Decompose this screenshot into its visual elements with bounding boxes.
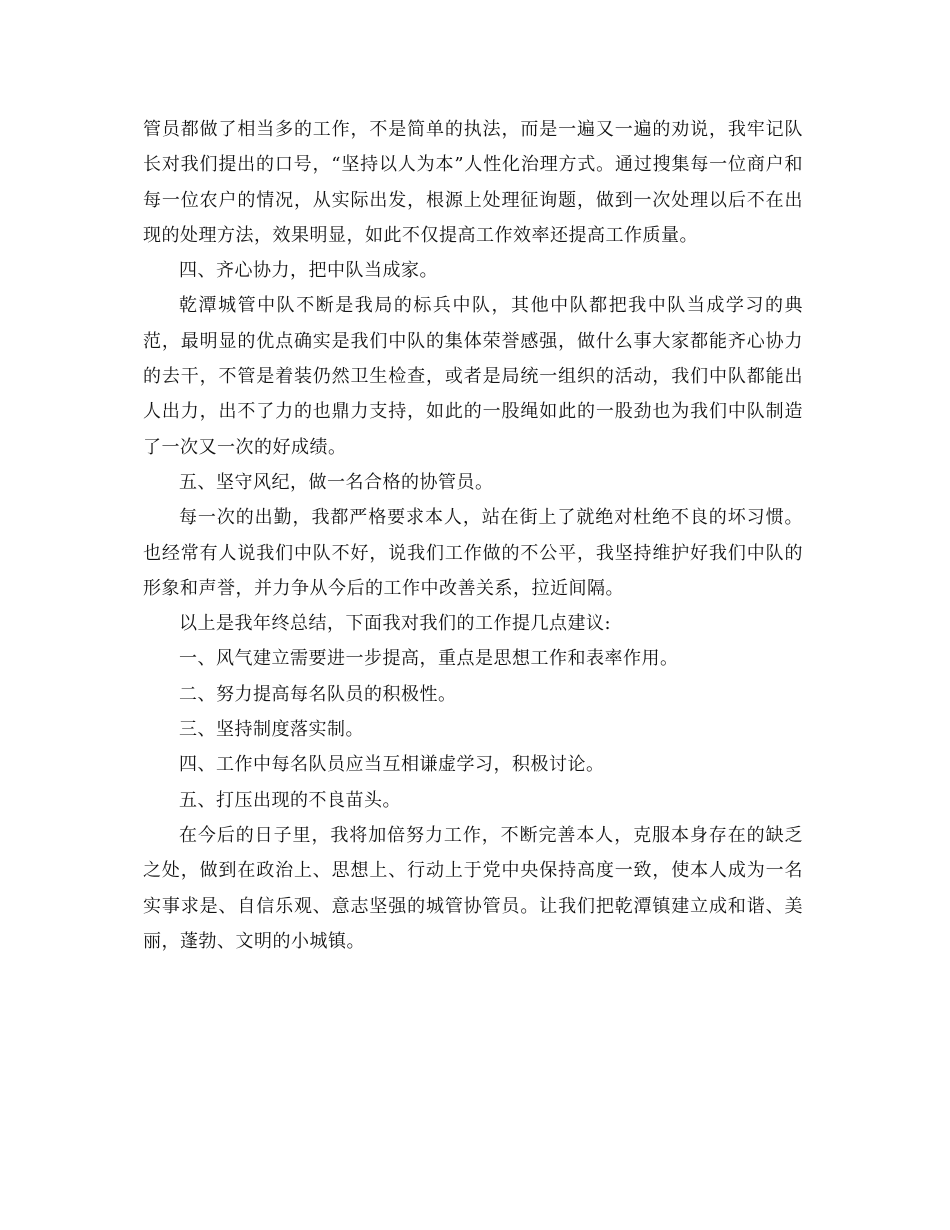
paragraph-discipline: 每一次的出勤，我都严格要求本人，站在街上了就绝对杜绝不良的坏习惯。也经常有人说我们中队不好，说我们工作做的不公平，我坚持维护好我们中队的形象和声誉，并力争从今后的工作中改善关系，拉近间隔。 xyxy=(143,507,803,599)
document-body xyxy=(143,112,803,959)
section-heading-discipline: 五、坚守风纪，做一名合格的协管员。 xyxy=(179,471,494,493)
paragraph-continuation: 管员都做了相当多的工作，不是简单的执法，而是一遍又一遍的劝说，我牢记队长对我们提出的口号，“坚持以人为本”人性化治理方式。通过搜集每一位商户和每一位农户的情况，从实际出发，根源上处理征询题，做到一次处理以后不在出现的处理方法，效果明显，如此不仅提高工作效率还提高工作质量。 xyxy=(143,119,803,246)
suggestions-intro: 以上是我年终总结，下面我对我们的工作提几点建议: xyxy=(179,613,612,635)
section-heading-unity: 四、齐心协力，把中队当成家。 xyxy=(179,260,438,282)
paragraph-unity: 乾潭城管中队不断是我局的标兵中队，其他中队都把我中队当成学习的典范，最明显的优点确实是我们中队的集体荣誉感强，做什么事大家都能齐心协力的去干，不管是着装仍然卫生检查，或者是局统一组织的活动，我们中队都能出人出力，出不了力的也鼎力支持，如此的一股绳如此的一股劲也为我们中队制造了一次又一次的好成绩。 xyxy=(143,295,803,458)
suggestion-item-3: 三、坚持制度落实制。 xyxy=(179,719,364,741)
suggestion-item-1: 一、风气建立需要进一步提高，重点是思想工作和表率作用。 xyxy=(179,648,679,670)
suggestion-item-2: 二、努力提高每名队员的积极性。 xyxy=(179,683,457,705)
closing-paragraph: 在今后的日子里，我将加倍努力工作，不断完善本人，克服本身存在的缺乏之处，做到在政治上、思想上、行动上于党中央保持高度一致，使本人成为一名实事求是、自信乐观、意志坚强的城管协管员。让我们把乾潭镇建立成和谐、美丽，蓬勃、文明的小城镇。 xyxy=(143,824,803,952)
suggestion-item-4: 四、工作中每名队员应当互相谦虚学习，积极讨论。 xyxy=(179,754,605,776)
suggestion-item-5: 五、打压出现的不良苗头。 xyxy=(179,789,401,811)
